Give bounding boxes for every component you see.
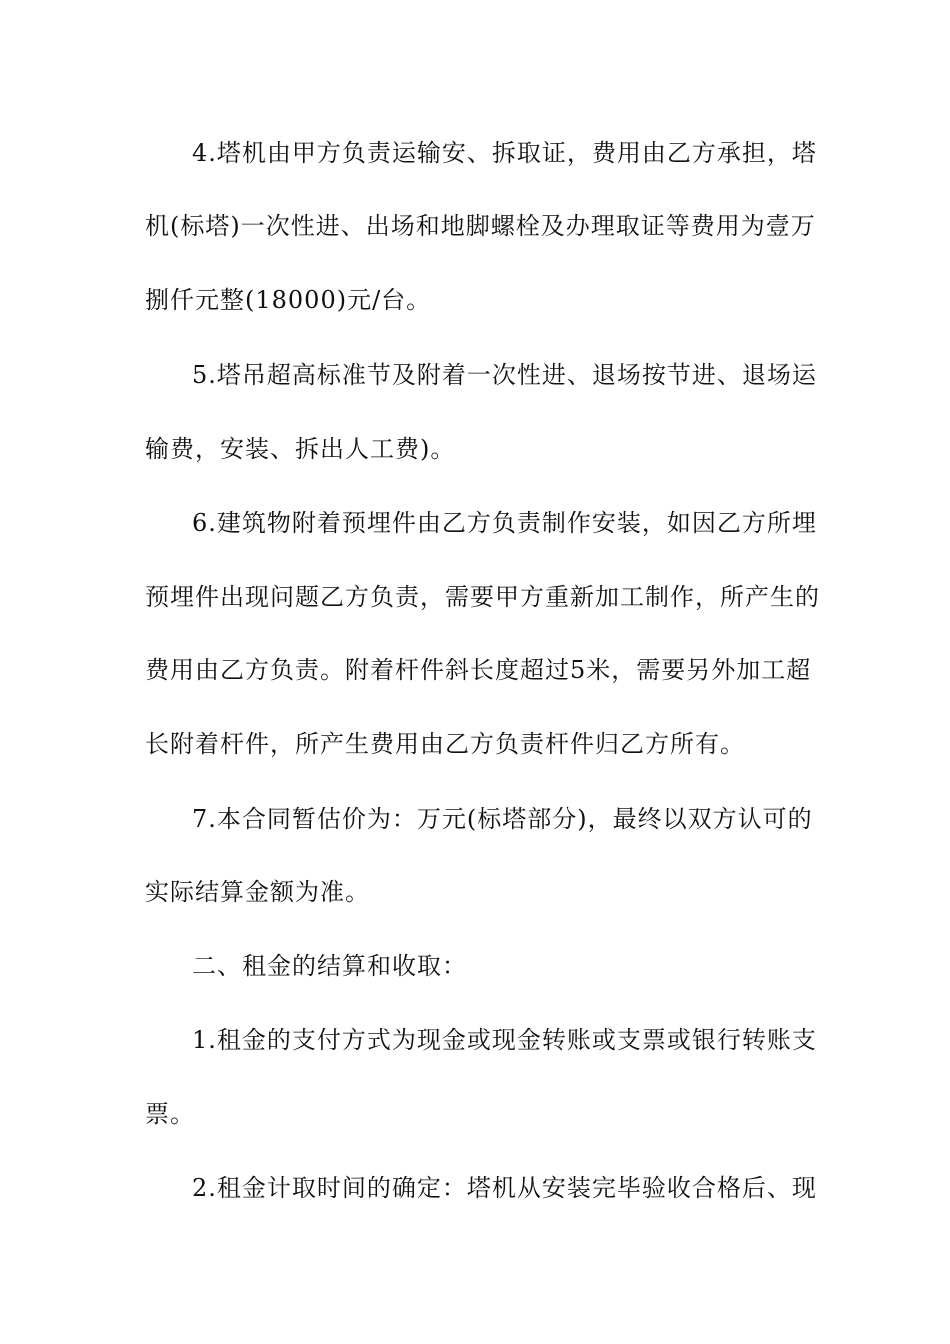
paragraph-5-line-2: 输费，安装、拆出人工费)。	[145, 435, 456, 463]
paragraph-4-line-2: 机(标塔)一次性进、出场和地脚螺栓及办理取证等费用为壹万	[145, 212, 816, 240]
section-heading-2: 二、租金的结算和收取：	[192, 952, 467, 980]
paragraph-6-line-4: 长附着杆件，所产生费用由乙方负责杆件归乙方所有。	[145, 730, 745, 758]
section2-item-2-line-1: 2.租金计取时间的确定：塔机从安装完毕验收合格后、现	[192, 1174, 817, 1202]
paragraph-6-line-2: 预埋件出现问题乙方负责，需要甲方重新加工制作，所产生的	[145, 583, 820, 611]
section2-item-1-line-2: 票。	[145, 1100, 195, 1128]
section2-item-1-line-1: 1.租金的支付方式为现金或现金转账或支票或银行转账支	[192, 1026, 817, 1054]
paragraph-5-line-1: 5.塔吊超高标准节及附着一次性进、退场按节进、退场运	[192, 361, 817, 389]
paragraph-4-line-3: 捌仟元整(18000)元/台。	[145, 286, 432, 314]
paragraph-4-line-1: 4.塔机由甲方负责运输安、拆取证，费用由乙方承担，塔	[192, 139, 817, 167]
paragraph-6-line-3: 费用由乙方负责。附着杆件斜长度超过5米，需要另外加工超	[145, 656, 812, 684]
paragraph-7-line-1: 7.本合同暂估价为：万元(标塔部分)，最终以双方认可的	[192, 805, 813, 833]
paragraph-7-line-2: 实际结算金额为准。	[145, 878, 370, 906]
paragraph-6-line-1: 6.建筑物附着预埋件由乙方负责制作安装，如因乙方所埋	[192, 509, 817, 537]
